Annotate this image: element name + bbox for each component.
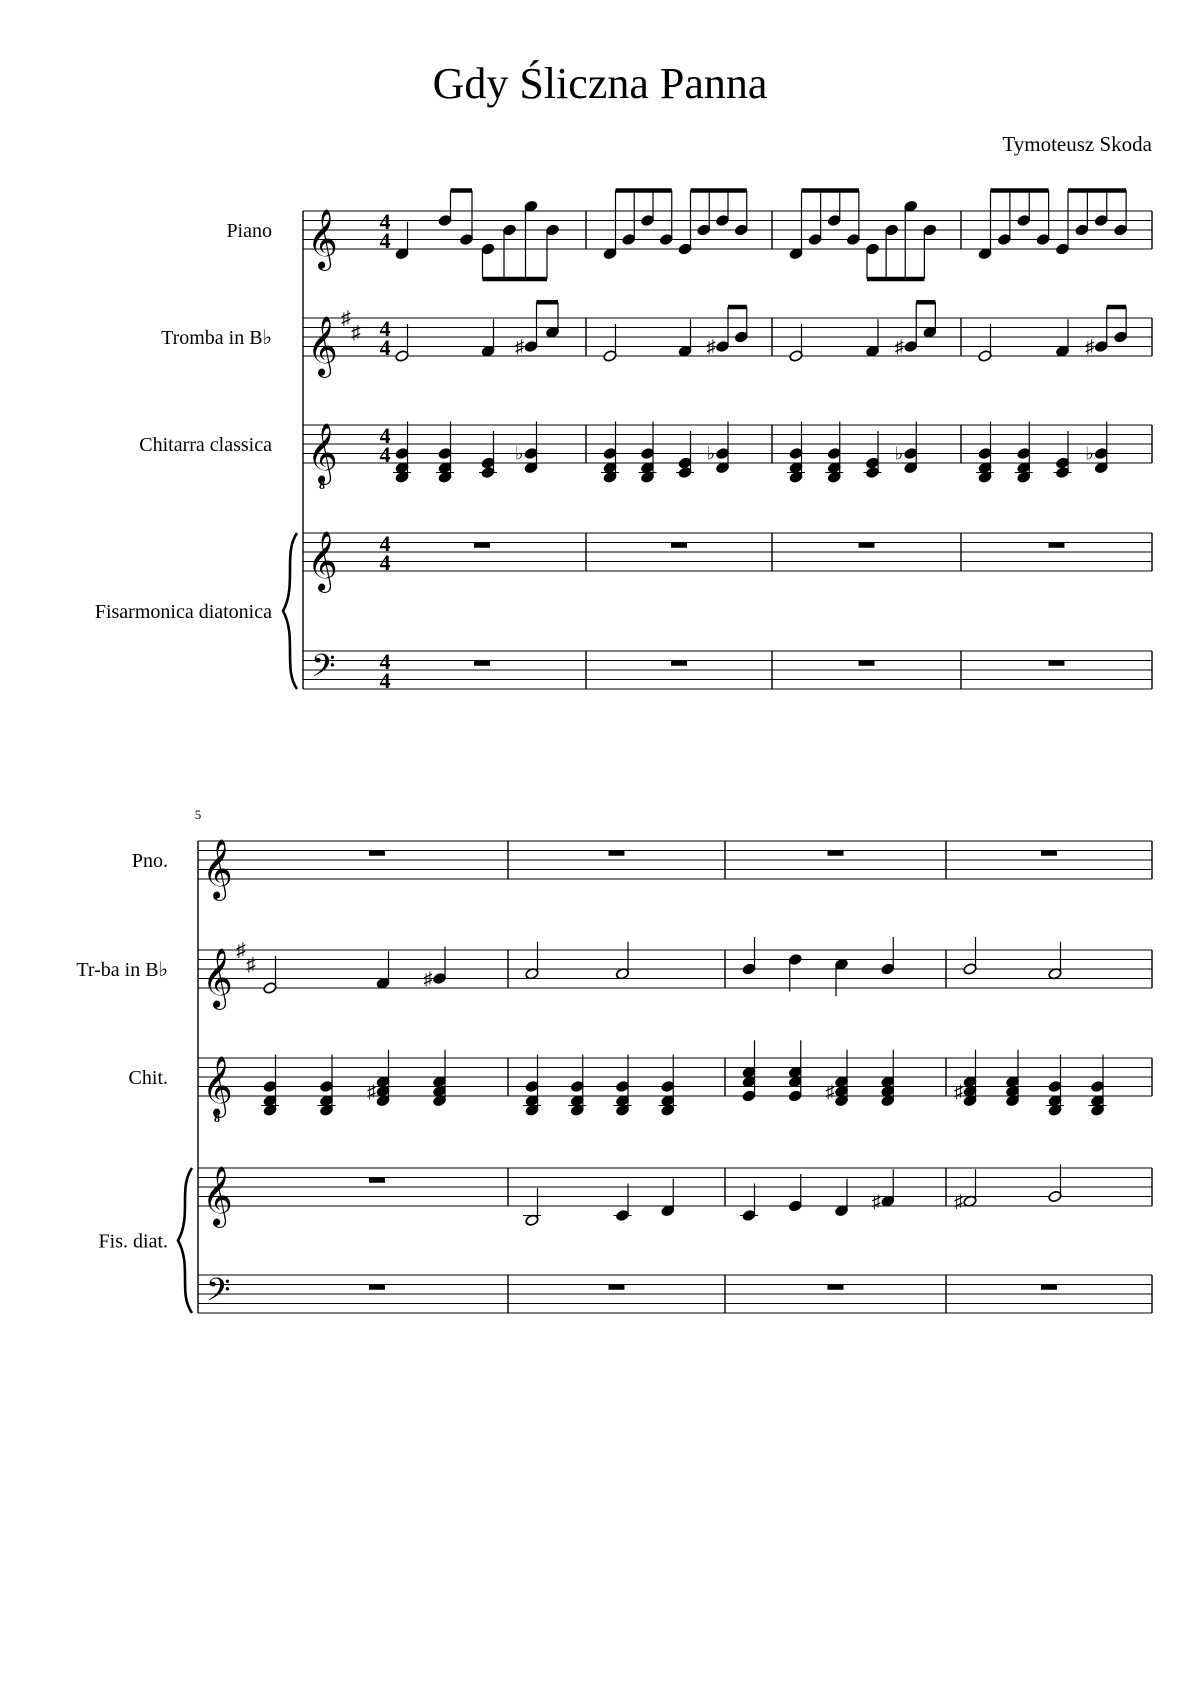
grand-staff-brace — [283, 533, 297, 689]
accidental-sharp: ♯ — [954, 1081, 963, 1102]
time-signature-top: 4 — [379, 649, 391, 674]
whole-rest-icon — [828, 1285, 844, 1290]
whole-rest-icon — [369, 1178, 385, 1183]
grand-staff-brace — [178, 1168, 192, 1313]
whole-rest-icon — [671, 661, 687, 666]
instrument-label: Fis. diat. — [98, 1230, 168, 1253]
instrument-label: Fisarmonica diatonica — [94, 601, 272, 623]
accidental-flat: ♭ — [706, 443, 715, 464]
treble-clef-icon: 𝄞 — [202, 1168, 233, 1225]
whole-rest-icon — [609, 1285, 625, 1290]
key-sharp-f: ♯ — [341, 308, 351, 329]
whole-rest-icon — [671, 543, 687, 548]
treble-clef-icon: 𝄞 — [307, 533, 338, 590]
instrument-label: Chitarra classica — [139, 434, 272, 456]
whole-rest-icon — [474, 661, 490, 666]
time-signature-top: 4 — [379, 209, 391, 234]
ottava-bassa-mark: 8 — [319, 478, 325, 492]
accidental-sharp: ♯ — [894, 336, 904, 357]
whole-rest-icon — [859, 661, 875, 666]
staff-piano — [198, 841, 1152, 879]
time-signature-bottom: 4 — [379, 668, 391, 693]
composer-name: Tymoteusz Skoda — [1002, 132, 1152, 156]
accidental-sharp: ♯ — [825, 1081, 835, 1102]
whole-rest-icon — [1041, 851, 1057, 856]
time-signature-bottom: 4 — [379, 442, 391, 467]
staff-acc-treble — [198, 1168, 1152, 1206]
accidental-flat: ♭ — [1085, 443, 1094, 464]
treble-clef-icon: 𝄞 — [307, 211, 338, 268]
instrument-label: Chit. — [128, 1067, 168, 1089]
time-signature-top: 4 — [379, 423, 391, 448]
accidental-sharp: ♯ — [1085, 336, 1095, 357]
accidental-sharp: ♯ — [423, 968, 433, 989]
staff-acc-bass — [198, 1275, 1152, 1313]
bass-clef-icon: 𝄢 — [311, 649, 336, 692]
time-signature-bottom: 4 — [379, 550, 391, 575]
whole-rest-icon — [1049, 661, 1065, 666]
instrument-label: Tromba in B♭ — [161, 327, 272, 349]
treble-clef-icon: 𝄞 — [307, 425, 338, 482]
staff-acc-treble — [303, 533, 1152, 571]
time-signature-top: 4 — [379, 316, 391, 341]
accidental-sharp: ♯ — [706, 336, 716, 357]
whole-rest-icon — [1049, 543, 1065, 548]
accidental-sharp: ♯ — [367, 1081, 376, 1102]
score-title: Gdy Śliczna Panna — [432, 59, 768, 108]
accidental-sharp: ♯ — [515, 336, 524, 357]
whole-rest-icon — [859, 543, 875, 548]
whole-rest-icon — [609, 851, 625, 856]
whole-rest-icon — [369, 1285, 385, 1290]
whole-rest-icon — [474, 543, 490, 548]
staff-acc-bass — [303, 651, 1152, 689]
whole-rest-icon — [1041, 1285, 1057, 1290]
treble-clef-icon: 𝄞 — [202, 841, 233, 898]
time-signature-bottom: 4 — [379, 228, 391, 253]
key-sharp-f: ♯ — [236, 940, 246, 961]
accidental-flat: ♭ — [894, 443, 904, 464]
staff-trumpet — [198, 950, 1152, 988]
measure-number: 5 — [194, 807, 202, 822]
time-signature-bottom: 4 — [379, 335, 391, 360]
key-sharp-c: ♯ — [246, 954, 256, 976]
accidental-sharp: ♯ — [871, 1191, 881, 1212]
instrument-label: Pno. — [131, 850, 168, 872]
time-signature-top: 4 — [379, 531, 391, 556]
treble-clef-icon: 𝄞 — [202, 950, 233, 1007]
treble-clef-icon: 𝄞 — [202, 1058, 233, 1115]
ottava-bassa-mark: 8 — [214, 1111, 220, 1125]
whole-rest-icon — [828, 851, 844, 856]
bass-clef-icon: 𝄢 — [206, 1273, 231, 1316]
whole-rest-icon — [369, 851, 385, 856]
treble-clef-icon: 𝄞 — [307, 318, 338, 375]
instrument-label: Piano — [226, 220, 272, 242]
key-sharp-c: ♯ — [351, 322, 361, 344]
instrument-label: Tr-ba in B♭ — [76, 959, 168, 981]
accidental-sharp: ♯ — [954, 1191, 963, 1212]
accidental-flat: ♭ — [515, 443, 524, 464]
